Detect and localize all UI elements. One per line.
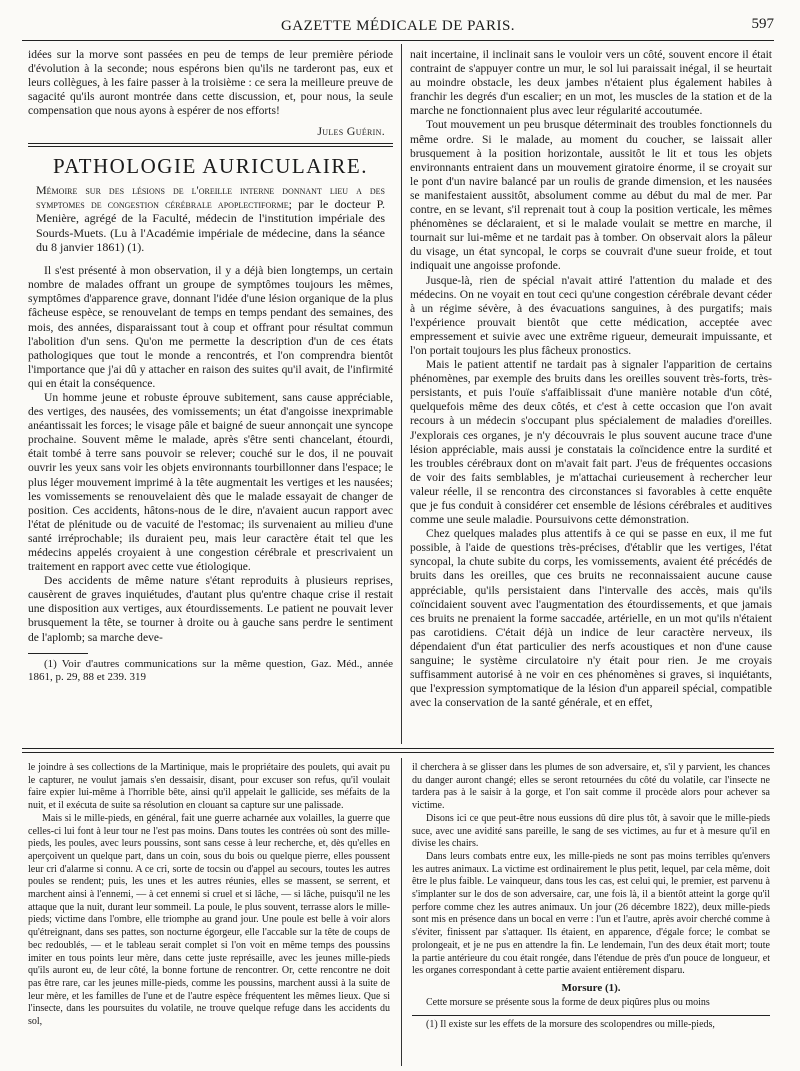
bottom-column-divider: [401, 758, 402, 1066]
column-divider: [401, 44, 402, 744]
footnote: (1) Voir d'autres communications sur la même question, Gaz. Méd., année 1861, p. 29, 88 et 239. 319: [28, 657, 393, 684]
memoire-heading: [36, 183, 385, 254]
paragraph: Cette morsure se présente sous la forme de deux piqûres plus ou moins: [426, 996, 710, 1008]
paragraph: Tout mouvement un peu brusque déterminait des troubles fonctionnels du même ordre. Si le malade, au moment du coucher, se laissait aller brusquement à la position horizontale, aussitôt le lit et tous les objets environnants entraient dans un mouvement giratoire énorme, il se croyait sur le pont d'un navire balancé par un roulis de grande dimension, et les nausées se manifestaient aussitôt, absolument comme au début du mal de mer. Par contre, en se levant, s'il reprenait tout à coup la position verticale, les mêmes phénomènes se déclaraient, et si le malade voulait se mettre en marche, il tournait sur lui-même et ne tardait pas à tomber. On observait alors la pâleur du visage, un état syncopal, le corps se couvrait d'une sueur froide, et tout indiquait une angoisse profonde.: [410, 119, 772, 273]
paragraph: Disons ici ce que peut-être nous eussions dû dire plus tôt, à savoir que le mille-pieds suce, avec une avidité sans pareille, le sang de ses victimes, au fur et à mesure qu'il en divise les chairs.: [412, 812, 770, 850]
paragraph: Il s'est présenté à mon observation, il y a déjà bien longtemps, un certain nombre de malades offrant un groupe de symptômes toujours les mêmes, symptômes d'apparence grave, donnant l'idée d'une lésion organique de la plus fâcheuse espèce, se renouvelant de temps en temps pendant des semaines, des mois, des années, disparaissant tout à coup et offrant pour résultat commun l'abolition d'un sens. Qu'on me permette la description d'un de ces états pathologiques que tout le monde a rencontrés, et l'on comprendra bientôt l'importance que j'ai dû y attacher en raison des suites qu'il avait, de l'infirmité qui en était la conséquence.: [28, 265, 393, 390]
footnote: (1) Il existe sur les effets de la morsure des scolopendres ou mille-pieds,: [426, 1019, 715, 1031]
footnote-rule: [28, 653, 88, 654]
author-signature: Jules Guérin.: [317, 124, 385, 139]
subsection-title: Morsure (1).: [561, 981, 621, 994]
journal-title: GAZETTE MÉDICALE DE PARIS.: [280, 18, 516, 34]
paragraph: le joindre à ses collections de la Martinique, mais le propriétaire des poulets, qui avait pu le capturer, ne voulut jamais s'en dessaisir, disant, pour excuser son refus, qu'il voulait faire expier lui-même à l'horrible bête, ainsi qu'il appelait le gallicide, ses méfaits de la nuit, et il exécuta de suite sa résolution en clouant sa capture sur une palissade.: [28, 762, 390, 812]
paragraph: Jusque-là, rien de spécial n'avait attiré l'attention du malade et des médecins. On ne voyait en tout ceci qu'une congestion cérébrale devant céder à un régime sévère, à des évacuations sanguines, à des purgatifs; mais l'expérience prouvait bientôt que cette médication, acceptée avec empressement et suivie avec une extrême rigueur, demeurait impuissante, et l'on portait toujours les plus fâcheux pronostics.: [410, 274, 772, 357]
paragraph: Mais le patient attentif ne tardait pas à signaler l'apparition de certains phénomènes, par exemple des bruits dans les oreilles souvent très-forts, très-persistants, et puis l'ouïe s'affaiblissait d'une manière notable d'un côté, quelquefois même des deux côtés, et c'est à cette occasion que l'on avait recours à un médecin s'occupant plus spécialement de maladies d'oreilles. J'explorais ces organes, je n'y découvrais le plus souvent aucune trace d'une lésion appréciable, mais aussi je constatais la coïncidence entre la surdité et les troubles cérébraux dont on m'avait fait part. J'eus de fréquentes occasions de voir des faits semblables, je m'attachai curieusement à rechercher leur valeur réelle, il se rencontra des circonstances si favorables à cette enquête que je fus conduit à considérer cet ensemble de lésions cérébrales et auditives comme une seule maladie. Poursuivons cette démonstration.: [410, 359, 772, 527]
paragraph: Mais si le mille-pieds, en général, fait une guerre acharnée aux volailles, la guerre que celles-ci lui font à leur tour ne l'est pas moins. Dans toutes les contrées où sont des mille-pieds, les poules, avec leurs poussins, sont sans cesse à leur recherche, et, dès qu'elles en aperçoivent un quelque part, dans un coin, sous du bois ou quelque pierre, elles poussent leur cri d'alarme si connu. A ce cri, sorte de tocsin ou d'appel au secours, toutes les autres poules se rendent; puis, les unes et les autres réunies, elles se massent, se serrent, et marchent ainsi à l'ennemi, — à cet ennemi si cruel et si lâche, — si lâche, puisqu'il ne les attaque que la nuit, durant leur sommeil. La poule, le plus souvent, terrasse alors le mille-pieds; victime dans l'ombre, elle triomphe au grand jour. Une poule est belle à voir alors qu'étreignant, dans ses pattes, son nocturne égorgeur, elle l'accable sur la tête de coups de bec redoublés, — et le tableau serait complet si l'on voit en même temps des poussins imiter en tous points leur mère, dans cette juste représaille, avec les jeunes mille-pieds qu'ils auront eu, de leur côté, la bonne fortune de rencontrer. Or, cette rencontre ne doit pas être rare, car les jeunes mille-pieds, comme les poussins, marchent aussi à la suite de leur mère, et les familles de l'une et de l'autre espèce fréquentent les mêmes lieux. Que si l'insecte, dans les poursuites du volatile, ne trouve quelque refuge dans les accidents du sol,: [28, 812, 390, 1028]
paragraph: Dans leurs combats entre eux, les mille-pieds ne sont pas moins terribles qu'envers les autres animaux. La victime est ordinairement le plus petit, lequel, par cela même, doit être le plus faible. Le vainqueur, dans tous les cas, est celui qui, le premier, est parvenu à s'implanter sur le dos de son adversaire, car, une fois là, il a bientôt atteint la gorge qu'il perfore comme chez les autres animaux. Un jour (26 décembre 1822), deux mille-pieds sont mis en présence dans un bocal en verre : l'un et l'autre, après avoir cherché comme à s'éviter, finissent par s'attaquer. Ils étaient, en apparence, d'égale force; le combat se prolongeait, et je ne pus en attendre la fin. Le lendemain, l'un des deux était mort; toute la partie antérieure du cou était rongée, dans l'étendue de près d'un pouce de longueur, et les organes correspondant à cette partie avaient entièrement disparu.: [412, 850, 770, 977]
paragraph: Des accidents de même nature s'étant reproduits à plusieurs reprises, causèrent de graves inquiétudes, d'autant plus qu'entre chaque crise il restait une disposition aux vertiges, aux étourdissements. Le patient ne pouvait lever brusquement la tête, se tourner à droite ou à gauche sans perdre le sentiment de l'aplomb; sa marche deve-: [28, 575, 393, 644]
memoire-rest: par le docteur P. Menière, agrégé de la Faculté, médecin de l'institution impériale des Sourds-Muets. (Lu à l'Académie impériale de médecine, dans la séance du 8 janvier 1861) (1).: [36, 196, 385, 254]
paragraph: Chez quelques malades plus attentifs à ce qui se passe en eux, il me fut possible, à l'aide de questions très-précises, d'établir que les vertiges, l'état syncopal, la chute subite du corps, les vomissements, avaient été précédés de bruits dans les oreilles, que ces bruits ne reconnaissaient aucune cause appréciable, qu'ils persistaient dans l'intervalle des accès, mais qu'ils coïncidaient souvent avec l'augmentation des étourdissements, et que jamais ces bruits ne prenaient la forme saccadée, artérielle, en un mot qu'ils n'étaient pas carotidiens. C'était déjà un indice de leur caractère nerveux, ils dépendaient d'un état particulier des nerfs acoustiques et non d'une cause sanguine; le système circulatoire n'y était pour rien. Je me croyais suffisamment autorisé à ne voir en ces phénomènes si graves, si inquiétants, que l'expression symptomatique de la lésion d'un appareil spécial, compatible avec la conservation de la santé générale, et en effet,: [410, 528, 772, 710]
page-header: [22, 12, 774, 34]
section-divider: [28, 143, 393, 147]
feuilleton-rule-thin: [22, 752, 774, 753]
bottom-right-column: [412, 762, 770, 1067]
left-column: [28, 48, 393, 763]
footnote-rule: [412, 1015, 770, 1016]
right-column: [410, 48, 772, 738]
header-rule: [22, 40, 774, 41]
paragraph: il cherchera à se glisser dans les plumes de son adversaire, et, s'il y parvient, les chances du danger auront changé; elles se seront retournées du côté du volatile, car l'insecte ne tardera pas à le saisir à la gorge, et l'on sait comme il procède alors pour achever sa victime.: [412, 762, 770, 812]
bottom-left-column: [28, 762, 390, 1067]
feuilleton-rule: [22, 748, 774, 749]
memoire-caps: Mémoire sur des lésions de l'oreille interne donnant lieu a des symptomes de congestion cérébrale apoplectiforme;: [36, 182, 385, 211]
paragraph: nait incertaine, il inclinait sans le vouloir vers un côté, souvent encore il était contraint de s'appuyer contre un mur, le sol lui paraissait inégal, il se heurtait au moindre obstacle, les deux jambes n'étaient plus également habiles à franchir les degrés d'un escalier; en un mot, les muscles de la station et de la marche ne fonctionnaient plus avec leur régularité accoutumée.: [410, 49, 772, 118]
section-title: PATHOLOGIE AURICULAIRE.: [53, 153, 368, 178]
paragraph: Un homme jeune et robuste éprouve subitement, sans cause appréciable, des vertiges, des nausées, des vomissements; un état d'angoisse inexprimable anéantissait les forces; le visage pâle et baigné de sueur annonçait une syncope prochaine. Souvent même le malade, après s'être senti chancelant, étourdi, était tombé à terre sans pouvoir se relever; couché sur le dos, il ne pouvait ouvrir les yeux sans voir les objets environnants tourbillonner dans l'espace; le plus léger mouvement imprimé à la tête augmentait les vertiges et les nausées; les vomissements se renouvelaient dès que le malade essayait de changer de position. Ces accidents, hâtons-nous de le dire, n'avaient aucun rapport avec l'état de plénitude ou de vacuité de l'estomac; ils survenaient au milieu d'une santé irréprochable; ils duraient peu, mais leur caractère était tel que les médecins appelés croyaient à une congestion cérébrale et prescrivaient un traitement en rapport avec cette vue étiologique.: [28, 391, 393, 574]
page-number: 597: [751, 16, 774, 32]
intro-paragraph: idées sur la morve sont passées en peu de temps de leur première période d'évolution à la seconde; nous espérons bien qu'ils ne tarderont pas, eux et leurs collègues, à les faire passer à la troisième : ce sera la meilleure preuve de sagacité qu'ils auront montrée dans cette discussion, et, pour nous, la seule compensation que nous ayons à espérer de nos efforts!: [28, 49, 393, 118]
